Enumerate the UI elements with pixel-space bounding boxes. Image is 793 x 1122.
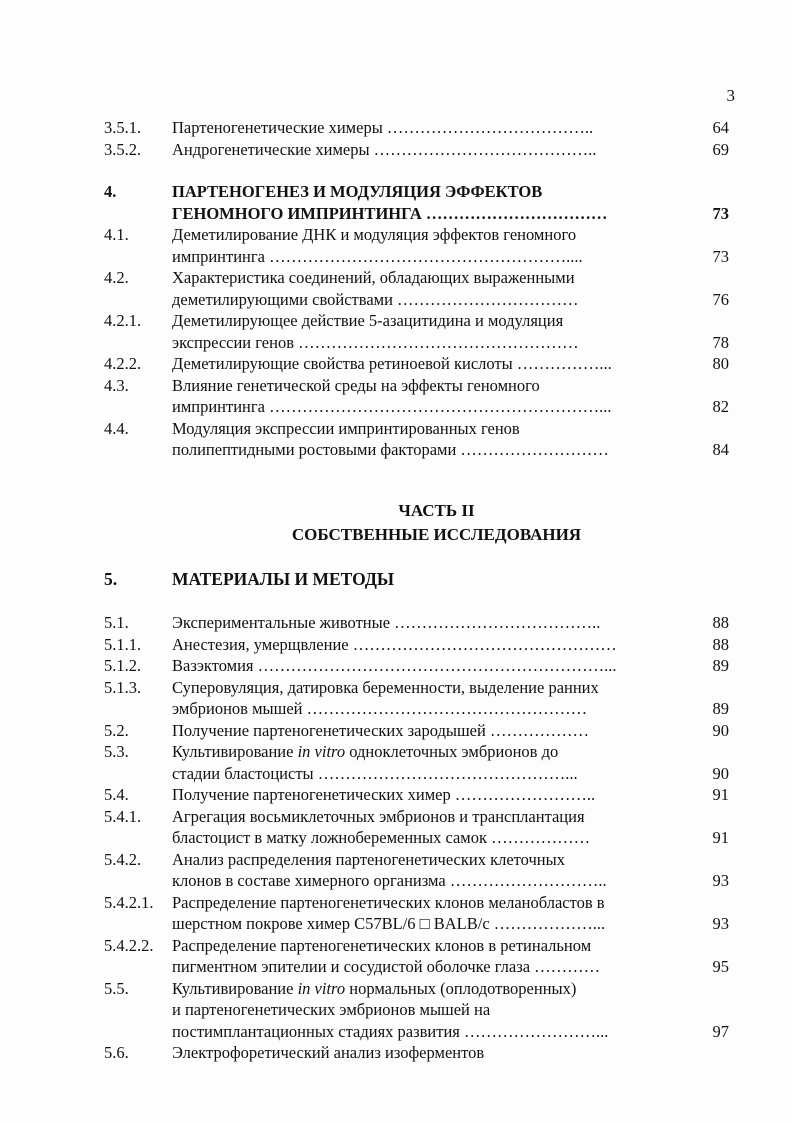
entry-title-line: Влияние генетической среды на эффекты геномного [172,375,540,395]
page-reference: 91 [712,785,729,804]
toc-entry[interactable] [104,181,729,224]
page-number: 3 [726,86,735,105]
section-title [172,375,699,418]
page-reference: 73 [712,246,729,266]
page-reference: 64 [712,118,729,137]
entry-title-line: Распределение партеногенетических клонов в ретинальном [172,935,592,955]
section-title [172,935,699,978]
toc-entry[interactable] [104,139,729,161]
entry-title-line: Получение партеногенетических зародышей ……………… [172,720,589,740]
toc-entry[interactable] [104,806,729,849]
section-number: 5.4.2.1. [104,892,154,912]
page-reference: 90 [712,720,729,740]
section-number: 3.5.1. [104,118,142,137]
page-reference: 90 [712,763,729,783]
table-of-contents [104,117,729,1064]
entry-title-line: ПАРТЕНОГЕНЕЗ И МОДУЛЯЦИЯ ЭФФЕКТОВ [172,182,543,201]
entry-title-line: Деметилирующее действие 5-азацитидина и модуляция [172,311,564,330]
section-number: 4.2.1. [104,311,142,330]
toc-entry[interactable] [104,784,729,806]
section-number: 5.1.3. [104,677,142,697]
entry-title-line: полипептидными ростовыми факторами ……………………… [172,440,609,459]
section-title [172,267,699,310]
entry-title-line: пигментном эпителии и сосудистой оболочке глаза ………… [172,957,601,976]
entry-title-line: Анестезия, умерщвление ………………………………………… [172,634,617,654]
italic-term: in vitro [297,978,346,998]
section-title [172,224,699,267]
spacer [104,160,729,181]
toc-entry[interactable] [104,310,729,353]
entry-title-line: Модуляция экспрессии импринтированных генов [172,418,520,438]
entry-title-line: и партеногенетических эмбрионов мышей на [172,1000,491,1019]
page-reference: 95 [712,957,729,976]
toc-entry[interactable] [104,375,729,418]
page-reference: 84 [712,440,729,459]
toc-entry[interactable] [104,849,729,892]
entry-title-line: Деметилирование ДНК и модуляция эффектов геномного [172,225,577,244]
entry-title-line: Анализ распределения партеногенетических клеточных [172,849,565,869]
page-reference: 78 [712,332,729,352]
section-title [172,655,699,677]
section-number: 4.2. [104,268,129,287]
entry-title-line: Суперовуляция, датировка беременности, выделение ранних [172,677,599,697]
section-number: 5.4.2.2. [104,935,154,955]
chapter-heading[interactable] [104,569,729,591]
section-number: 5.4.2. [104,849,142,869]
entry-title-line: деметилирующими свойствами …………………………… [172,289,579,309]
toc-entry[interactable] [104,1042,729,1064]
toc-entry[interactable] [104,418,729,461]
section-title [172,117,699,139]
section-title [172,849,699,892]
entry-title-line: Вазэктомия ………………………………………………………... [172,656,617,675]
page-reference: 80 [712,354,729,373]
section-title [172,784,699,806]
entry-title-line: импринтинга ……………………………………………………... [172,397,612,416]
section-number: 5.2. [104,720,129,740]
entry-title-line: постимплантационных стадиях развития ……………………... [172,1021,609,1041]
toc-entry[interactable] [104,353,729,375]
section-title [172,741,699,784]
entry-title-line: Экспериментальные животные ……………………………….. [172,613,601,632]
section-title [172,353,699,375]
section-title [172,418,699,461]
part-heading [144,499,729,547]
page-reference: 69 [712,139,729,159]
section-title [172,634,699,656]
entry-title-line: Агрегация восьмиклеточных эмбрионов и трансплантация [172,806,585,826]
section-number: 4.1. [104,225,129,244]
page-reference: 82 [712,397,729,416]
section-title: МАТЕРИАЛЫ И МЕТОДЫ [172,568,395,589]
section-number: 5.6. [104,1043,129,1062]
section-title [172,310,699,353]
section-title [172,181,699,224]
section-number: 4.4. [104,418,129,438]
entry-title-line: бластоцист в матку ложнобеременных самок ……………… [172,828,591,847]
toc-entry[interactable] [104,935,729,978]
toc-entry[interactable] [104,978,729,1043]
page-reference: 76 [712,289,729,309]
entry-title-line: импринтинга ……………………………………………….... [172,246,583,266]
section-number: 5.4.1. [104,806,142,826]
section-title [172,677,699,720]
section-number: 4.3. [104,375,129,395]
toc-entry[interactable] [104,677,729,720]
section-title [172,1042,699,1064]
section-number: 3.5.2. [104,139,142,159]
italic-term: in vitro [297,742,346,761]
section-number: 5. [104,568,118,589]
entry-title-line: Распределение партеногенетических клонов меланобластов в [172,892,605,912]
page-reference: 73 [712,203,729,223]
spacer [104,461,729,499]
toc-entry[interactable] [104,224,729,267]
page-reference: 88 [712,634,729,654]
page-reference: 93 [712,914,729,933]
toc-entry[interactable] [104,634,729,656]
section-number: 5.4. [104,785,129,804]
entry-title-line: Получение партеногенетических химер …………………….. [172,785,596,804]
entry-title-line: Культивирование in vitro нормальных (оплодотворенных) [172,978,577,998]
entry-title-line: ГЕНОМНОГО ИМПРИНТИНГА …………………………… [172,203,608,223]
section-number: 4.2.2. [104,354,142,373]
part-title: СОБСТВЕННЫЕ ИССЛЕДОВАНИЯ [291,524,582,544]
entry-title-line: Характеристика соединений, обладающих выраженными [172,268,575,287]
entry-title-line: клонов в составе химерного организма ……………………….. [172,871,607,890]
spacer [104,590,729,612]
entry-title-line: шерстном покрове химер C57BL/6 □ BALB/c ………………... [172,914,606,933]
section-number: 5.5. [104,978,129,998]
toc-entry[interactable] [104,720,729,742]
section-title [172,978,699,1043]
entry-title-line: Деметилирующие свойства ретиноевой кислоты ……………... [172,354,612,373]
toc-entry[interactable] [104,892,729,935]
page-reference: 91 [712,828,729,847]
part-label: ЧАСТЬ II [398,500,475,520]
entry-title-line: эмбрионов мышей …………………………………………… [172,699,588,718]
toc-entry[interactable] [104,741,729,784]
toc-entry[interactable] [104,267,729,310]
section-title [172,139,699,161]
entry-title-line: стадии бластоцисты ………………………………………... [172,763,578,783]
entry-title-line: Андрогенетические химеры ………………………………….. [172,139,597,159]
toc-entry[interactable] [104,655,729,677]
page-reference: 89 [712,699,729,718]
page-reference: 97 [712,1021,729,1041]
page-reference: 88 [712,613,729,632]
section-title [172,806,699,849]
section-number: 5.1. [104,613,129,632]
spacer [104,547,729,569]
entry-title-line: Электрофоретический анализ изоферментов [172,1043,485,1062]
section-number: 5.1.2. [104,656,142,675]
section-number: 4. [104,182,117,201]
page-reference: 89 [712,656,729,675]
toc-entry[interactable] [104,117,729,139]
entry-title-line: Культивирование in vitro одноклеточных эмбрионов до [172,742,559,761]
section-title [172,612,699,634]
toc-entry[interactable] [104,612,729,634]
page-reference: 93 [712,871,729,890]
section-title [172,892,699,935]
entry-title-line: Партеногенетические химеры ……………………………….. [172,118,594,137]
entry-title-line: экспрессии генов …………………………………………… [172,332,579,352]
section-number: 5.1.1. [104,634,142,654]
section-title [172,720,699,742]
section-number: 5.3. [104,742,129,761]
